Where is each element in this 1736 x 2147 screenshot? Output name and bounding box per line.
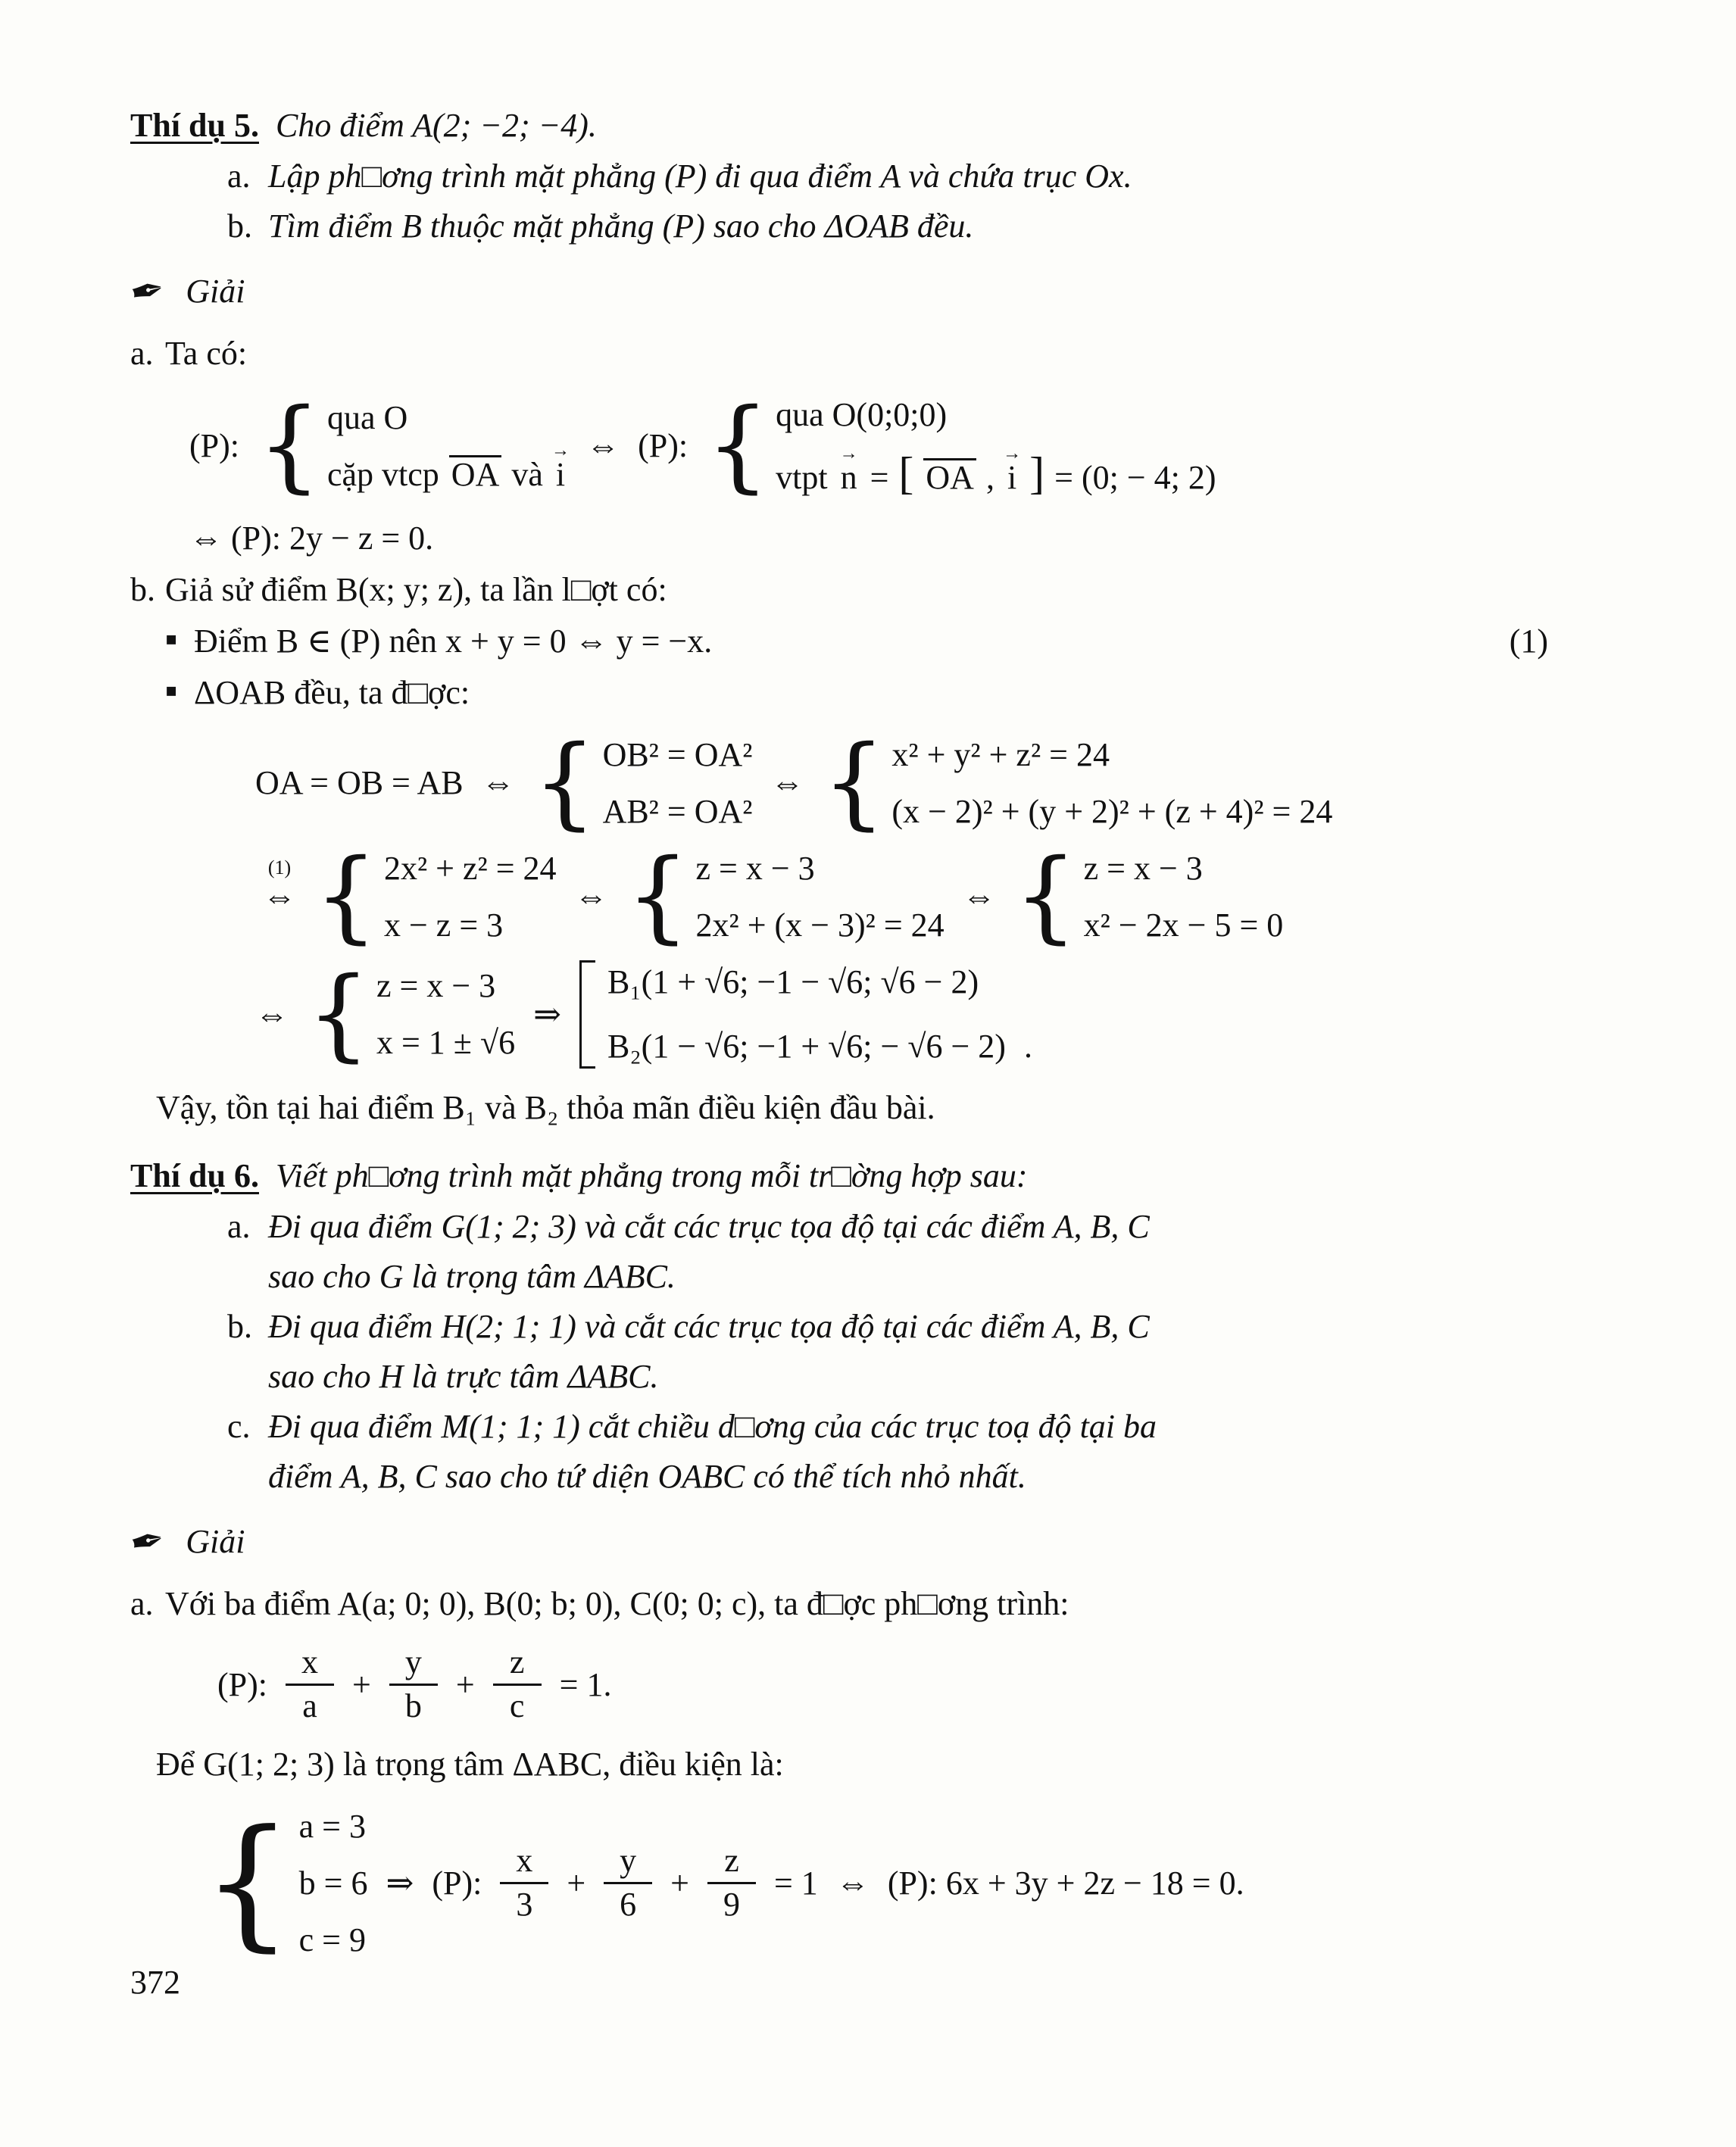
step-b [130,564,1613,616]
step-text: Với ba điểm A(a; 0; 0), B(0; b; 0), C(0; 0; c), ta đ□ợc ph□ơng trình: [165,1585,1069,1622]
fraction-x-3: $\frac{x}{3}$ [500,1842,548,1924]
implies-arrow: ⇒ [533,995,561,1033]
iff-arrow: ⇔ [962,878,996,916]
big-left-bracket [579,960,595,1068]
example5-intro: Cho điểm A(2; −2; −4). [275,107,597,144]
item-text: Tìm điểm B thuộc mặt phẳng (P) sao cho ΔOAB đều. [268,208,974,245]
equals-one: = 1. [559,1665,612,1703]
system-roots: { z = x − 3 x = 1 ± √6 [307,955,516,1072]
step-a [130,328,1613,379]
left-brace: { [258,387,321,504]
step-label: b. [130,570,155,608]
plus-sign: + [670,1864,689,1902]
bullet-icon: ▪ [165,679,178,701]
item-label: a. [227,1208,251,1245]
example6-item-c [227,1402,1613,1502]
item-text: Đi qua điểm H(2; 1; 1) và cắt các trục tọa độ tại các điểm A, B, C sao cho H là trực tâm ΔABC. [268,1308,1150,1395]
system-2 [706,387,1216,504]
step-text: Ta có: [165,335,248,373]
system-c: { z = x − 3 x² − 2x − 5 = 0 [1013,838,1284,955]
equation-intercepts [217,1643,1613,1725]
item-text: Đi qua điểm G(1; 2; 3) và cắt các trục tọa độ tại các điểm A, B, C sao cho G là trọng tâm ΔABC. [268,1208,1150,1295]
page-content [125,100,1613,1975]
step-text: Giả sử điểm B(x; y; z), ta lần l□ợt có: [165,570,667,608]
fraction-x-a: $\frac{x}{a}$ [286,1643,334,1725]
example5-item-b [227,201,1613,251]
vector-i: i → [1004,456,1019,499]
item-text: Đi qua điểm M(1; 1; 1) cắt chiều d□ơng của các trục toạ độ tại ba điểm A, B, C sao cho tứ diện OABC có thể tích nhỏ nhất. [268,1408,1157,1495]
example5-heading [130,100,1613,151]
vector-OA: OA [923,458,976,495]
bullet-point-1 [165,616,1613,667]
solution-header [125,1511,1613,1572]
iff-arrow: ⇔ [835,1864,870,1902]
pen-icon: ✒ [125,264,170,319]
plane-prefix: (P): [432,1864,482,1902]
bullet-icon: ▪ [165,628,178,650]
system-squares: { OB² = OA² AB² = OA² [532,723,753,841]
iff-arrow: ⇔ [586,427,620,465]
left-brace: { [202,1799,293,1966]
example6-item-a [227,1202,1613,1302]
example5-item-a [227,151,1613,201]
left-brace: { [822,723,886,841]
plane-prefix: (P): [217,1665,267,1703]
right-bracket: ] [1029,448,1045,498]
vector-OA: OA [449,455,502,492]
vector-i: i → [553,453,568,496]
page-number: 372 [130,1964,180,2001]
example6-heading [130,1150,1613,1202]
solution-label: Giải [186,1522,245,1560]
iff-arrow: ⇔ [770,764,804,802]
solutions-bracket [579,960,1006,1068]
implies-arrow: ⇒ [386,1864,414,1902]
system-a: { 2x² + z² = 24 x − z = 3 [314,838,557,955]
bullet-text: Điểm B ∈ (P) nên x + y = 0 ⇔ y = −x. [194,623,713,660]
example5-label: Thí dụ 5. [130,107,259,144]
equation-roots [255,955,1613,1072]
item-label: b. [227,1308,252,1345]
equals-one: = 1 [773,1864,818,1902]
solution-b1: B₁(1 + √6; −1 − √6; √6 − 2) [607,963,979,1001]
plus-sign: + [567,1864,586,1902]
plane-prefix: (P): [189,427,239,465]
fraction-y-6: $\frac{y}{6}$ [604,1842,652,1924]
system-abc: { a = 3 b = 6 c = 9 [202,1799,368,1966]
plus-sign: + [352,1665,371,1703]
iff-arrow: ⇔ [574,878,608,916]
equation-final [202,1799,1613,1966]
equation-chain [263,838,1613,955]
plane-prefix: (P): [638,427,688,465]
fraction-y-b: $\frac{y}{b}$ [389,1643,438,1725]
sentence-period: . [1023,1028,1032,1066]
item-text: Lập ph□ơng trình mặt phẳng (P) đi qua điểm A và chứa trục Ox. [268,158,1132,195]
left-brace: { [706,387,770,504]
iff-arrow: ⇔ [481,764,515,802]
centroid-condition: Để G(1; 2; 3) là trọng tâm ΔABC, điều kiện là: [156,1746,784,1783]
left-brace: { [307,955,370,1072]
solution-label: Giải [186,272,245,310]
bullet-point-2 [165,667,1613,719]
item-label: b. [227,208,252,245]
step-label: a. [130,1585,154,1622]
step-a [130,1578,1613,1630]
iff-arrow: ⇔ [255,995,289,1033]
fraction-z-c: $\frac{z}{c}$ [493,1643,542,1725]
system-line: qua O [326,398,408,436]
left-bracket: [ [898,448,914,498]
equation-tag: (1) [1509,623,1548,660]
bullet-text: ΔOAB đều, ta đ□ợc: [194,674,470,712]
solution-b2: B₂(1 − √6; −1 + √6; − √6 − 2) [607,1028,1006,1066]
left-brace: { [314,838,378,955]
item-label: a. [227,158,251,195]
system-coordinates: { x² + y² + z² = 24 (x − 2)² + (y + 2)² + (z + 4)² = 24 [822,723,1333,841]
system-line: vtpt n → = [ OA , i → ] = (0; − 4; 2) [776,451,1216,499]
left-brace: { [1013,838,1078,955]
plus-sign: + [455,1665,475,1703]
equation-lead: OA = OB = AB [255,764,464,802]
fraction-z-9: $\frac{z}{9}$ [707,1842,756,1924]
example6-label: Thí dụ 6. [130,1156,259,1194]
iff-arrow-tagged: (1) ⇔ [263,857,296,916]
example6-intro: Viết ph□ơng trình mặt phẳng trong mỗi tr□ờng hợp sau: [275,1156,1028,1194]
item-label: c. [227,1408,251,1445]
system-1 [258,387,568,504]
left-brace: { [532,723,597,841]
pen-icon: ✒ [125,1514,170,1569]
left-brace: { [626,838,690,955]
equation-oa-ob-ab [255,723,1613,841]
solution-header [125,261,1613,322]
system-b: { z = x − 3 2x² + (x − 3)² = 24 [626,838,944,955]
system-line: cặp vtcp OA và i → [327,453,568,496]
equation-plane-systems [189,387,1613,504]
equation-plane-result: ⇔ (P): 2y − z = 0. [189,519,434,557]
system-line: qua O(0;0;0) [776,396,948,434]
reference-tag: (1) [267,857,292,879]
final-plane-equation: (P): 6x + 3y + 2z − 18 = 0. [887,1864,1244,1902]
example5-conclusion: Vậy, tồn tại hai điểm B₁ và B₂ thỏa mãn điều kiện đầu bài. [156,1088,935,1126]
example6-item-b [227,1302,1613,1402]
step-label: a. [130,335,154,373]
vector-n: n → [838,456,860,499]
